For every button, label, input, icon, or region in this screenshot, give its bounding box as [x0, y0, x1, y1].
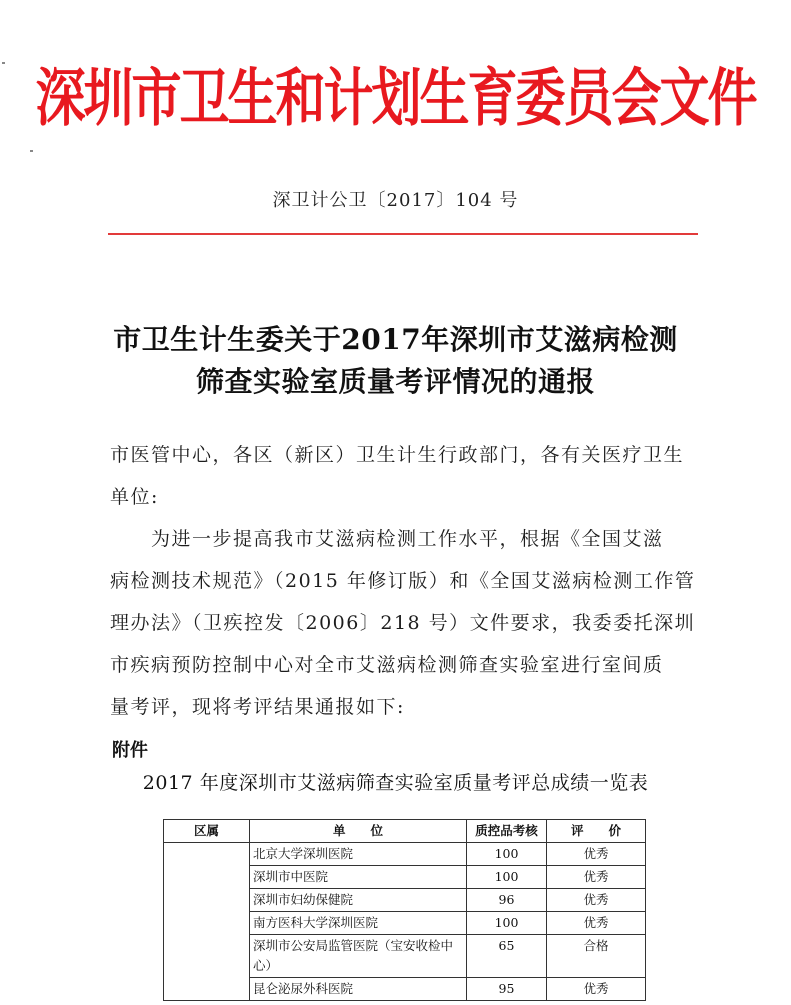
score-cell: 100	[467, 912, 547, 935]
attachment-label: 附件	[112, 740, 148, 761]
unit-cell: 深圳市中医院	[250, 866, 467, 889]
column-header-score: 质控品考核	[467, 820, 547, 843]
header-divider	[108, 233, 698, 235]
column-header-rating: 评 价	[547, 820, 646, 843]
score-cell: 65	[467, 935, 547, 978]
table-row	[164, 843, 646, 866]
score-cell: 96	[467, 889, 547, 912]
table-header-row	[164, 820, 646, 843]
rating-cell: 优秀	[547, 912, 646, 935]
table-title: 2017 年度深圳市艾滋病筛查实验室质量考评总成绩一览表	[142, 772, 649, 794]
issuer-header: 深圳市卫生和计划生育委员会文件	[35, 61, 756, 135]
scan-mark	[2, 62, 5, 64]
document-number: 深卫计公卫〔2017〕104 号	[272, 190, 519, 211]
unit-cell: 北京大学深圳医院	[250, 843, 467, 866]
district-cell	[164, 843, 250, 1001]
body-line: 理办法》（卫疾控发〔2006〕218 号）文件要求，我委委托深圳	[110, 612, 696, 634]
scan-mark	[30, 150, 33, 152]
score-cell: 100	[467, 866, 547, 889]
body-line: 病检测技术规范》（2015 年修订版）和《全国艾滋病检测工作管	[110, 570, 696, 592]
column-header-unit: 单 位	[250, 820, 467, 843]
body-line: 为进一步提高我市艾滋病检测工作水平，根据《全国艾滋	[110, 528, 664, 550]
body-line: 市疾病预防控制中心对全市艾滋病检测筛查实验室进行室间质	[110, 654, 664, 676]
rating-cell: 优秀	[547, 978, 646, 1001]
document-title-line-2: 筛查实验室质量考评情况的通报	[195, 365, 595, 398]
rating-cell: 合格	[547, 935, 646, 978]
rating-cell: 优秀	[547, 889, 646, 912]
score-cell: 100	[467, 843, 547, 866]
unit-cell: 深圳市公安局监管医院（宝安收检中心）	[250, 935, 467, 978]
unit-cell: 深圳市妇幼保健院	[250, 889, 467, 912]
column-header-district: 区属	[164, 820, 250, 843]
unit-cell: 昆仑泌尿外科医院	[250, 978, 467, 1001]
score-cell: 95	[467, 978, 547, 1001]
results-table	[163, 819, 646, 1001]
body-line: 市医管中心，各区（新区）卫生计生行政部门，各有关医疗卫生	[110, 444, 685, 466]
document-title-line-1: 市卫生计生委关于2017年深圳市艾滋病检测	[113, 323, 678, 356]
body-line: 量考评，现将考评结果通报如下:	[110, 696, 405, 718]
unit-cell: 南方医科大学深圳医院	[250, 912, 467, 935]
rating-cell: 优秀	[547, 866, 646, 889]
body-line: 单位:	[110, 486, 159, 508]
rating-cell: 优秀	[547, 843, 646, 866]
